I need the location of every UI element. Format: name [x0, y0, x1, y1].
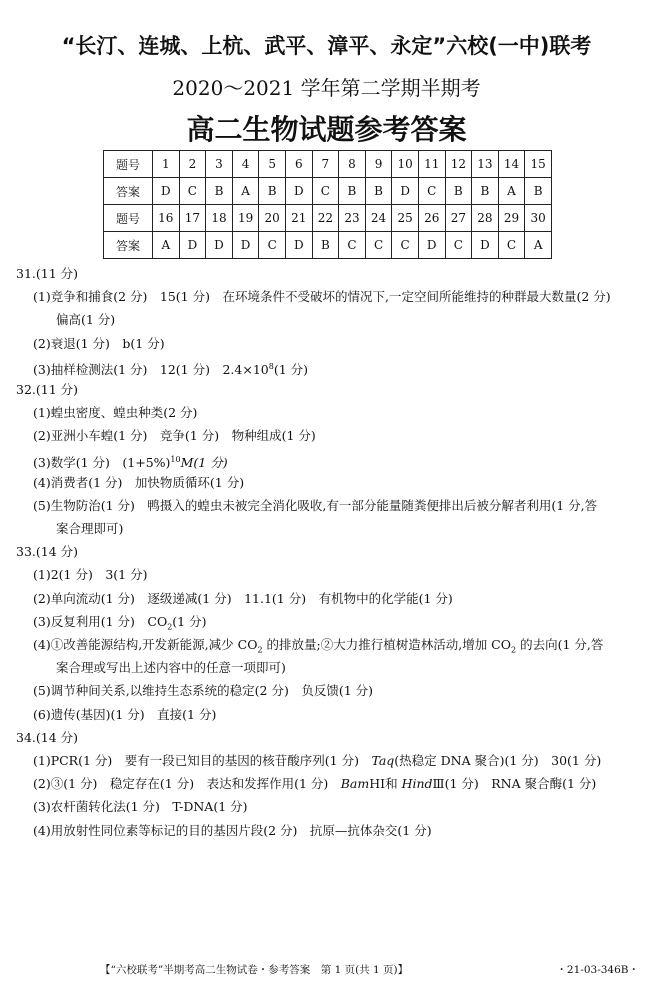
table-cell: 30 — [525, 205, 552, 232]
subscript: 2 — [257, 645, 263, 655]
text: (1)PCR(1 分) 要有一段已知目的基因的核苷酸序列(1 分) — [33, 752, 372, 768]
table-cell: B — [312, 232, 339, 259]
table-cell: 1 — [153, 151, 180, 178]
exam-header-term: 2020～2021 学年第二学期半期考 — [172, 76, 481, 100]
text: (1 分) — [172, 613, 207, 629]
q33-item-2: (2)单向流动(1 分) 逐级递减(1 分) 11.1(1 分) 有机物中的化学能(1 分) — [33, 590, 453, 606]
q34-heading: 34.(14 分) — [16, 729, 79, 745]
table-cell: C — [179, 178, 206, 205]
table-cell: A — [153, 232, 180, 259]
table-cell: A — [232, 178, 259, 205]
table-cell: 5 — [259, 151, 286, 178]
q34-item-4: (4)用放射性同位素等标记的目的基因片段(2 分) 抗原—抗体杂交(1 分) — [33, 822, 432, 838]
q33-item-6: (6)遗传(基因)(1 分) 直接(1 分) — [33, 706, 217, 722]
table-cell: B — [525, 178, 552, 205]
table-cell: D — [206, 232, 233, 259]
text: M(1 分) — [180, 454, 228, 470]
answer-table — [103, 150, 552, 259]
table-cell: D — [285, 178, 312, 205]
table-cell: 26 — [418, 205, 445, 232]
enzyme-name: Bam — [340, 776, 370, 792]
table-cell: 20 — [259, 205, 286, 232]
table-cell: A — [498, 178, 525, 205]
table-cell: D — [153, 178, 180, 205]
q33-item-3 — [16, 610, 646, 633]
table-cell: D — [472, 232, 499, 259]
table-row — [104, 151, 552, 178]
q31-heading: 31.(11 分) — [16, 266, 79, 281]
row-label: 题号 — [104, 151, 153, 178]
table-cell: C — [259, 232, 286, 259]
row-label: 题号 — [104, 205, 153, 232]
q34-item-3: (3)农杆菌转化法(1 分) T-DNA(1 分) — [33, 799, 248, 815]
table-cell: D — [179, 232, 206, 259]
text: (3)反复利用(1 分) CO — [33, 613, 168, 629]
q33-item-4 — [16, 633, 646, 656]
table-cell: 16 — [153, 205, 180, 232]
exam-header-schools: “长汀、连城、上杭、武平、漳平、永定”六校(一中)联考 — [61, 34, 592, 58]
q31-item-1-cont: 偏高(1 分) — [56, 312, 116, 328]
q34-item-1 — [16, 749, 646, 772]
q32-item-5-cont: 案合理即可) — [56, 521, 124, 537]
table-cell: B — [206, 178, 233, 205]
text: Ⅲ(1 分) RNA 聚合酶(1 分) — [432, 776, 597, 792]
q33-item-5: (5)调节种间关系,以维持生态系统的稳定(2 分) 负反馈(1 分) — [33, 683, 374, 699]
table-cell: 19 — [232, 205, 259, 232]
exponent: 8 — [268, 361, 274, 371]
table-cell: C — [312, 178, 339, 205]
table-cell: 21 — [285, 205, 312, 232]
text: (热稳定 DNA 聚合)(1 分) 30(1 分) — [394, 752, 602, 768]
answer-body — [16, 262, 646, 842]
table-cell: 12 — [445, 151, 472, 178]
text: (3)抽样检测法(1 分) 12(1 分) 2.4×10 — [33, 361, 269, 377]
table-cell: C — [365, 232, 392, 259]
table-cell: 17 — [179, 205, 206, 232]
q31-item-1: (1)竞争和捕食(2 分) 15(1 分) 在环境条件不受破坏的情况下,一定空间所能维持的种群最大数量(2 分) — [33, 289, 611, 305]
table-cell: 8 — [339, 151, 366, 178]
table-cell: B — [365, 178, 392, 205]
text: (4)①改善能源结构,开发新能源,减少 CO — [33, 637, 258, 652]
table-cell: 27 — [445, 205, 472, 232]
page-footer: 【“六校联考”半期考高二生物试卷・参考答案 第 1 页(共 1 页)】 — [100, 964, 409, 976]
row-label: 答案 — [104, 232, 153, 259]
table-cell: C — [498, 232, 525, 259]
exponent: 10 — [170, 454, 181, 464]
q32-item-3 — [16, 448, 646, 471]
table-cell: 2 — [179, 151, 206, 178]
text: 的排放量;②大力推行植树造林活动,增加 CO — [262, 637, 511, 652]
q32-item-5: (5)生物防治(1 分) 鸭摄入的蝗虫未被完全消化吸收,有一部分能量随粪便排出后被分解者利用(1 分,答 — [33, 497, 598, 513]
table-cell: 4 — [232, 151, 259, 178]
table-cell: D — [232, 232, 259, 259]
q31-item-3 — [16, 355, 646, 378]
table-cell: 10 — [392, 151, 419, 178]
table-cell: C — [445, 232, 472, 259]
q34-item-2 — [16, 772, 646, 795]
enzyme-name: Hind — [401, 776, 433, 792]
table-row — [104, 205, 552, 232]
table-cell: B — [259, 178, 286, 205]
table-cell: C — [339, 232, 366, 259]
q33-heading: 33.(14 分) — [16, 544, 79, 560]
table-cell: 22 — [312, 205, 339, 232]
table-cell: C — [392, 232, 419, 259]
text: (2)③(1 分) 稳定存在(1 分) 表达和发挥作用(1 分) — [33, 776, 341, 792]
table-row — [104, 178, 552, 205]
text: (3)数学(1 分) (1+5%) — [33, 454, 171, 470]
table-cell: 13 — [472, 151, 499, 178]
table-cell: B — [445, 178, 472, 205]
text: (1 分) — [273, 361, 309, 377]
table-cell: 11 — [418, 151, 445, 178]
subscript: 2 — [511, 645, 517, 655]
table-cell: 28 — [472, 205, 499, 232]
q33-item-4-cont: 案合理或写出上述内容中的任意一项即可) — [56, 660, 286, 676]
table-cell: D — [392, 178, 419, 205]
page-title: 高二生物试题参考答案 — [186, 113, 467, 146]
table-cell: 14 — [498, 151, 525, 178]
table-cell: 9 — [365, 151, 392, 178]
table-cell: 24 — [365, 205, 392, 232]
table-cell: 15 — [525, 151, 552, 178]
enzyme-name: Taq — [371, 752, 395, 768]
q33-item-1: (1)2(1 分) 3(1 分) — [33, 567, 148, 583]
q32-item-4: (4)消费者(1 分) 加快物质循环(1 分) — [33, 474, 245, 490]
text: 的去向(1 分,答 — [516, 637, 604, 652]
subscript: 2 — [167, 622, 173, 632]
table-cell: 25 — [392, 205, 419, 232]
table-cell: 23 — [339, 205, 366, 232]
table-cell: 6 — [285, 151, 312, 178]
table-row — [104, 232, 552, 259]
table-cell: D — [418, 232, 445, 259]
table-cell: A — [525, 232, 552, 259]
table-cell: B — [339, 178, 366, 205]
q32-item-1: (1)蝗虫密度、蝗虫种类(2 分) — [33, 405, 198, 421]
q31-item-2: (2)衰退(1 分) b(1 分) — [33, 335, 165, 351]
row-label: 答案 — [104, 178, 153, 205]
q32-item-2: (2)亚洲小车蝗(1 分) 竞争(1 分) 物种组成(1 分) — [33, 428, 316, 444]
table-cell: D — [285, 232, 312, 259]
table-cell: C — [418, 178, 445, 205]
table-cell: B — [472, 178, 499, 205]
doc-code: ・21-03-346B・ — [556, 964, 639, 976]
text: HⅠ和 — [369, 776, 402, 792]
q32-heading: 32.(11 分) — [16, 381, 79, 397]
table-cell: 3 — [206, 151, 233, 178]
table-cell: 18 — [206, 205, 233, 232]
table-cell: 7 — [312, 151, 339, 178]
table-cell: 29 — [498, 205, 525, 232]
